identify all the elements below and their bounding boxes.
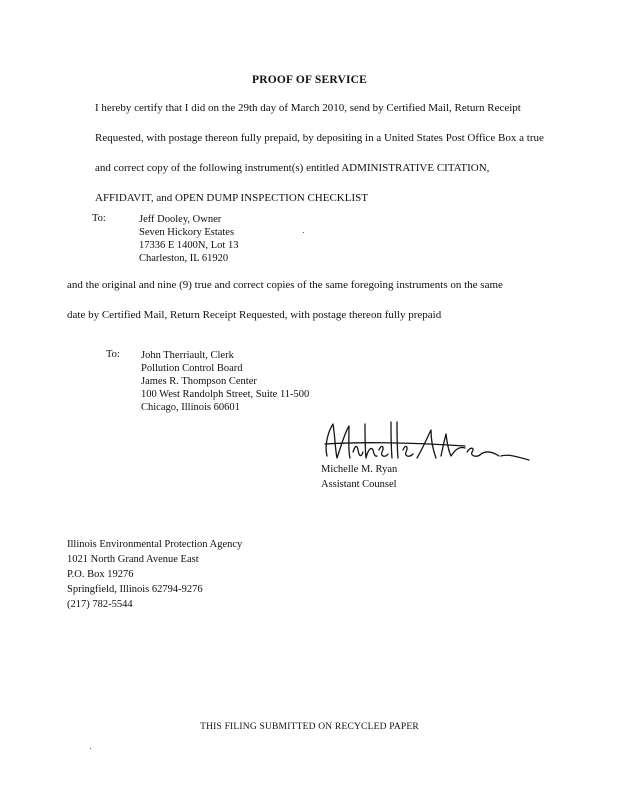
certification-paragraph (67, 93, 549, 213)
original-copies-line: date by Certified Mail, Return Receipt Requested, with postage thereon fully prepaid (67, 309, 442, 321)
address-line: 1021 North Grand Avenue East (67, 554, 199, 565)
page-footer: THIS FILING SUBMITTED ON RECYCLED PAPER (200, 722, 419, 732)
address-line: 17336 E 1400N, Lot 13 (139, 240, 239, 251)
recipient-1-label: To: (92, 213, 106, 224)
signer-block (321, 462, 397, 492)
address-line: Charleston, IL 61920 (139, 253, 229, 264)
address-line: Jeff Dooley, Owner (139, 214, 222, 225)
certification-line: and correct copy of the following instrument(s) entitled ADMINISTRATIVE CITATION, (95, 162, 490, 174)
recipient-2-label: To: (106, 349, 120, 360)
address-line: John Therriault, Clerk (141, 350, 234, 361)
recipient-1-address (139, 213, 238, 265)
original-copies-line: and the original and nine (9) true and correct copies of the same foregoing instruments on the same (67, 279, 503, 291)
page-title: PROOF OF SERVICE (251, 74, 368, 86)
original-copies-paragraph (67, 270, 549, 330)
address-line: Chicago, Illinois 60601 (141, 402, 240, 413)
signer-title: Assistant Counsel (321, 479, 397, 490)
address-line: (217) 782-5544 (67, 599, 133, 610)
agency-address (67, 537, 242, 612)
certification-line: I hereby certify that I did on the 29th day of March 2010, send by Certified Mail, Return Receipt (95, 102, 521, 114)
address-line: Illinois Environmental Protection Agency (67, 539, 243, 550)
address-line: James R. Thompson Center (141, 376, 257, 387)
address-line: P.O. Box 19276 (67, 569, 134, 580)
address-line: Pollution Control Board (141, 363, 243, 374)
scan-speck (303, 232, 304, 233)
recipient-2-address (141, 349, 309, 414)
address-line: Seven Hickory Estates (139, 227, 235, 238)
scan-speck (90, 748, 91, 749)
address-line: 100 West Randolph Street, Suite 11-500 (141, 389, 310, 400)
signer-name: Michelle M. Ryan (321, 464, 398, 475)
address-line: Springfield, Illinois 62794-9276 (67, 584, 203, 595)
certification-line: Requested, with postage thereon fully prepaid, by depositing in a United States Post Office Box a true (95, 132, 544, 144)
certification-line: AFFIDAVIT, and OPEN DUMP INSPECTION CHECKLIST (95, 192, 368, 204)
handwritten-signature (315, 416, 535, 468)
